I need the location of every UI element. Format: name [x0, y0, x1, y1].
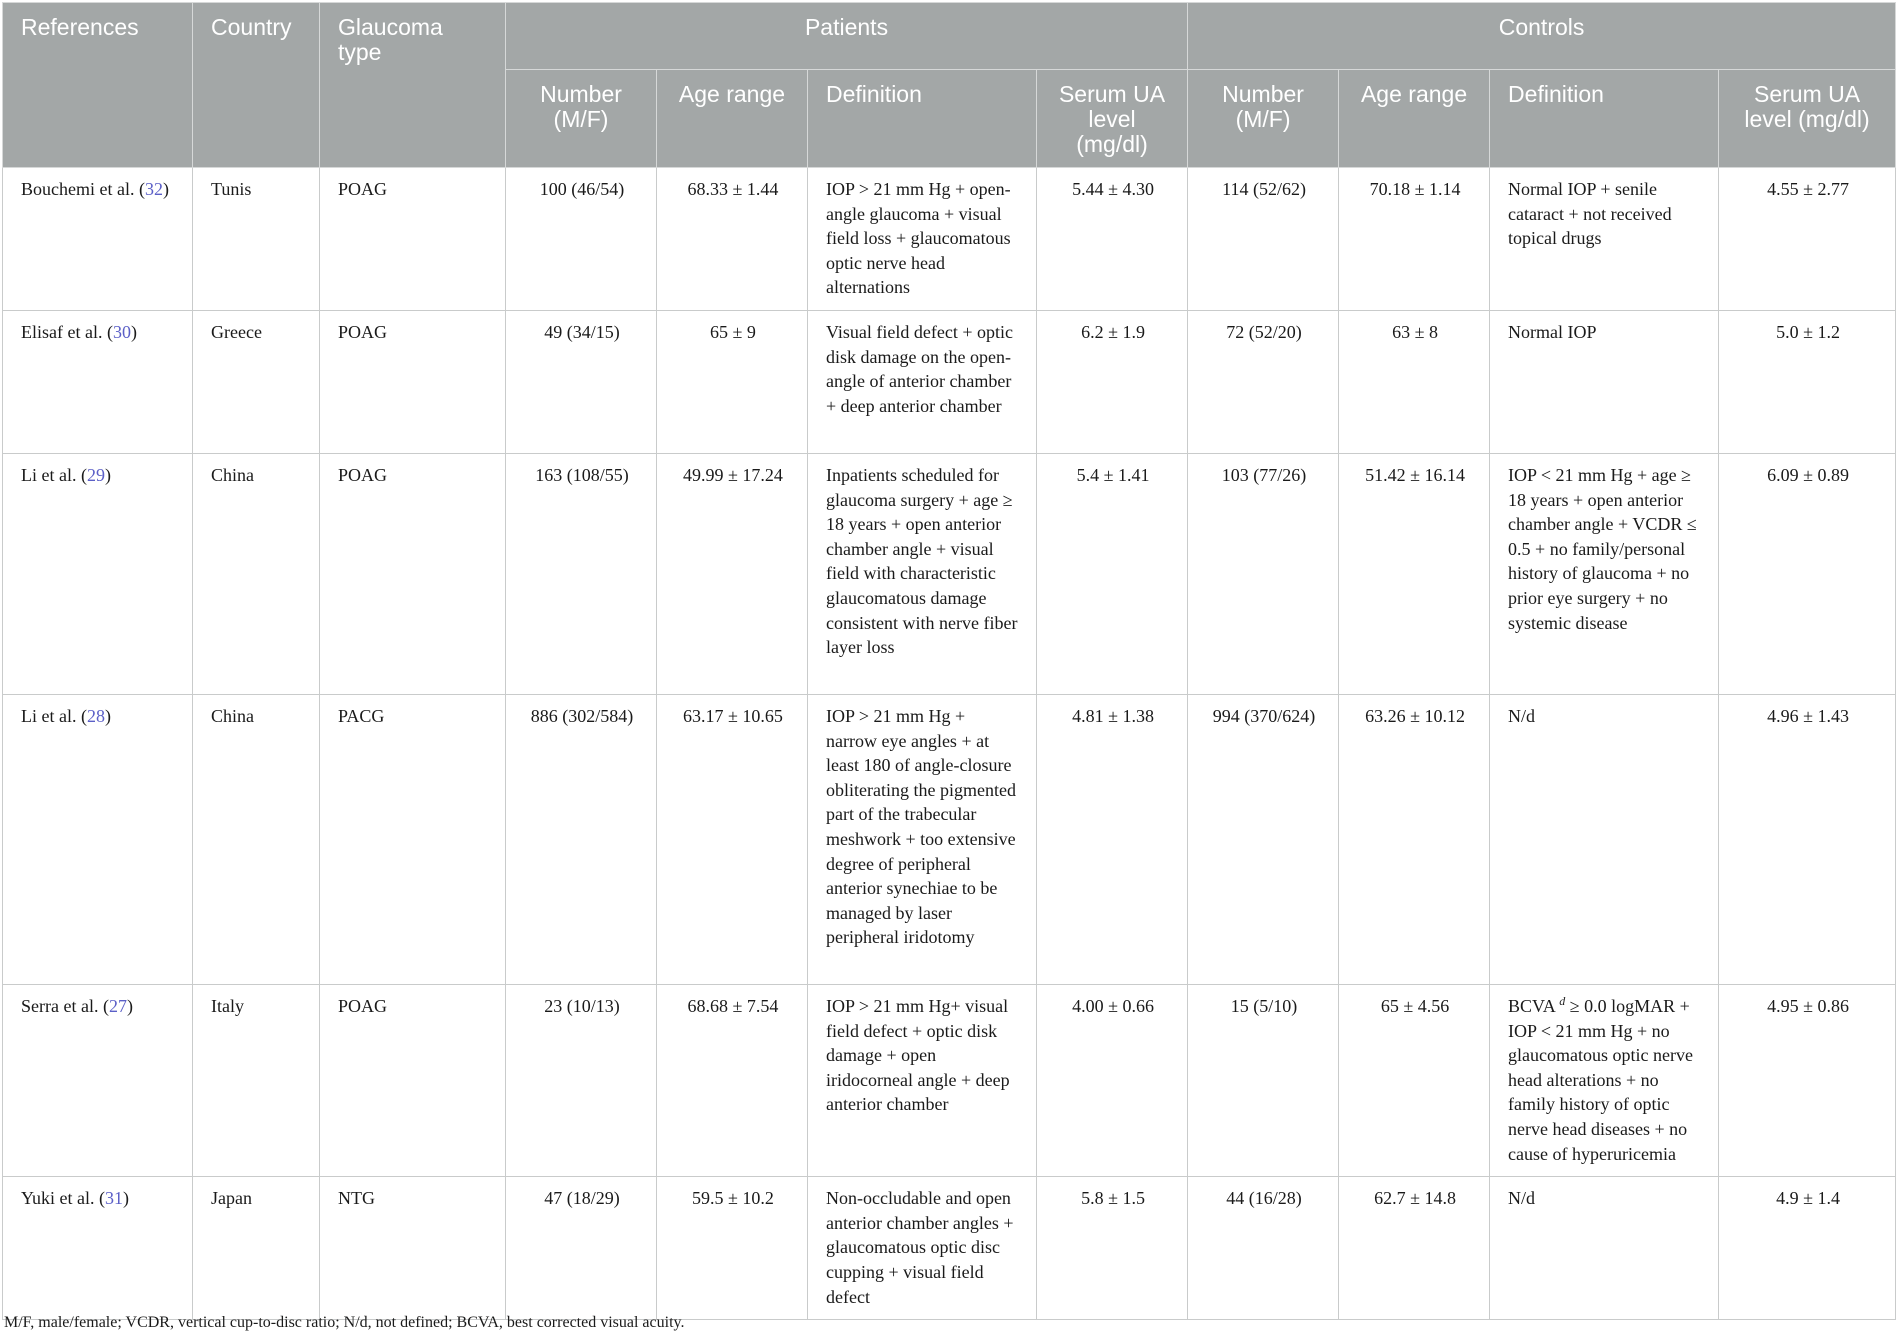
cell-patients-age: 68.68 ± 7.54 [657, 984, 808, 1176]
cell-glaucoma-type: NTG [320, 1177, 506, 1320]
cell-patients-number: 100 (46/54) [506, 168, 657, 311]
header-references: References [3, 3, 193, 168]
cell-glaucoma-type: POAG [320, 310, 506, 453]
table-row [3, 1177, 1896, 1320]
table-footnote: M/F, male/female; VCDR, vertical cup-to-disc ratio; N/d, not defined; BCVA, best corrected visual acuity. [4, 1314, 685, 1331]
cell-patients-age: 49.99 ± 17.24 [657, 453, 808, 694]
reference-author: Elisaf et al. ( [21, 321, 113, 342]
cell-patients-serum-ua: 6.2 ± 1.9 [1037, 310, 1188, 453]
cell-reference [3, 984, 193, 1176]
header-patients-definition: Definition [808, 70, 1037, 168]
cell-patients-definition: Inpatients scheduled for glaucoma surgery + age ≥ 18 years + open anterior chamber angle + visual field with characteristic glaucomatous damage consistent with nerve fiber layer loss [808, 453, 1037, 694]
cell-reference [3, 310, 193, 453]
cell-controls-age: 63 ± 8 [1339, 310, 1490, 453]
cell-controls-definition: IOP < 21 mm Hg + age ≥ 18 years + open anterior chamber angle + VCDR ≤ 0.5 + no family/personal history of glaucoma + no prior eye surgery + no systemic disease [1490, 453, 1719, 694]
header-patients-age-range: Age range [657, 70, 808, 168]
cell-controls-age: 65 ± 4.56 [1339, 984, 1490, 1176]
cell-patients-age: 59.5 ± 10.2 [657, 1177, 808, 1320]
cell-patients-number: 47 (18/29) [506, 1177, 657, 1320]
header-controls: Controls [1188, 3, 1896, 70]
reference-author: Serra et al. ( [21, 995, 109, 1016]
cell-glaucoma-type: POAG [320, 168, 506, 311]
table-row [3, 694, 1896, 984]
table-row [3, 310, 1896, 453]
cell-glaucoma-type: POAG [320, 984, 506, 1176]
cell-country: Greece [193, 310, 320, 453]
cell-controls-serum-ua: 4.95 ± 0.86 [1719, 984, 1896, 1176]
cell-patients-definition: IOP > 21 mm Hg + open-angle glaucoma + visual field loss + glaucomatous optic nerve head alternations [808, 168, 1037, 311]
table-body [3, 168, 1896, 1320]
cell-patients-serum-ua: 4.81 ± 1.38 [1037, 694, 1188, 984]
header-patients-serum-ua: Serum UA level (mg/dl) [1037, 70, 1188, 168]
cell-controls-serum-ua: 4.55 ± 2.77 [1719, 168, 1896, 311]
header-controls-definition: Definition [1490, 70, 1719, 168]
bcva-label: BCVA [1508, 995, 1555, 1016]
cell-patients-age: 63.17 ± 10.65 [657, 694, 808, 984]
cell-controls-number: 103 (77/26) [1188, 453, 1339, 694]
cell-controls-number: 44 (16/28) [1188, 1177, 1339, 1320]
cell-patients-definition: IOP > 21 mm Hg+ visual field defect + optic disk damage + open iridocorneal angle + deep anterior chamber [808, 984, 1037, 1176]
cell-patients-definition: IOP > 21 mm Hg + narrow eye angles + at least 180 of angle-closure obliterating the pigmented part of the trabecular meshwork + too extensive degree of peripheral anterior synechiae to be managed by laser peripheral iridotomy [808, 694, 1037, 984]
reference-author: Yuki et al. ( [21, 1188, 105, 1209]
reference-author: Li et al. ( [21, 464, 87, 485]
table-row [3, 984, 1896, 1176]
controls-definition-text: ≥ 0.0 logMAR + IOP < 21 mm Hg + no glaucomatous optic nerve head alterations + no family history of optic nerve head diseases + no cause of hyperuricemia [1508, 995, 1693, 1164]
table-header [3, 3, 1896, 168]
reference-link[interactable]: 28 [86, 705, 105, 726]
header-patients-number: Number (M/F) [506, 70, 657, 168]
cell-reference [3, 694, 193, 984]
cell-patients-number: 23 (10/13) [506, 984, 657, 1176]
cell-patients-serum-ua: 5.8 ± 1.5 [1037, 1177, 1188, 1320]
cell-reference [3, 453, 193, 694]
reference-link[interactable]: 27 [108, 995, 127, 1016]
cell-controls-definition: N/d [1490, 694, 1719, 984]
reference-author: Li et al. ( [21, 705, 87, 726]
cell-reference [3, 1177, 193, 1320]
cell-country: Japan [193, 1177, 320, 1320]
header-glaucoma-type: Glaucoma type [320, 3, 506, 168]
reference-close: ) [130, 321, 137, 342]
cell-controls-serum-ua: 5.0 ± 1.2 [1719, 310, 1896, 453]
table-row [3, 453, 1896, 694]
header-controls-age-range: Age range [1339, 70, 1490, 168]
reference-link[interactable]: 30 [112, 321, 131, 342]
reference-link[interactable]: 32 [144, 179, 163, 199]
table-container [2, 2, 1895, 1320]
cell-controls-number: 72 (52/20) [1188, 310, 1339, 453]
footnote-marker: d [1559, 993, 1566, 1008]
cell-controls-serum-ua: 4.96 ± 1.43 [1719, 694, 1896, 984]
cell-controls-age: 70.18 ± 1.14 [1339, 168, 1490, 311]
reference-close: ) [104, 705, 111, 726]
cell-controls-definition: Normal IOP + senile cataract + not received topical drugs [1490, 168, 1719, 311]
header-controls-serum-ua: Serum UA level (mg/dl) [1719, 70, 1896, 168]
reference-link[interactable]: 29 [86, 464, 105, 485]
cell-reference [3, 168, 193, 311]
study-characteristics-table [2, 2, 1896, 1320]
cell-patients-number: 163 (108/55) [506, 453, 657, 694]
cell-glaucoma-type: PACG [320, 694, 506, 984]
cell-country: China [193, 694, 320, 984]
cell-controls-number: 994 (370/624) [1188, 694, 1339, 984]
reference-close: ) [126, 995, 133, 1016]
cell-patients-serum-ua: 4.00 ± 0.66 [1037, 984, 1188, 1176]
reference-link[interactable]: 31 [104, 1188, 123, 1209]
cell-controls-number: 114 (52/62) [1188, 168, 1339, 311]
cell-patients-number: 49 (34/15) [506, 310, 657, 453]
reference-author: Bouchemi et al. ( [21, 179, 145, 199]
cell-controls-serum-ua: 6.09 ± 0.89 [1719, 453, 1896, 694]
cell-controls-age: 63.26 ± 10.12 [1339, 694, 1490, 984]
cell-country: Tunis [193, 168, 320, 311]
cell-patients-number: 886 (302/584) [506, 694, 657, 984]
table-row [3, 168, 1896, 311]
cell-controls-age: 51.42 ± 16.14 [1339, 453, 1490, 694]
cell-patients-age: 68.33 ± 1.44 [657, 168, 808, 311]
cell-patients-definition: Visual field defect + optic disk damage on the open-angle of anterior chamber + deep anterior chamber [808, 310, 1037, 453]
cell-patients-serum-ua: 5.4 ± 1.41 [1037, 453, 1188, 694]
reference-close: ) [104, 464, 111, 485]
cell-patients-definition: Non-occludable and open anterior chamber angles + glaucomatous optic disc cupping + visual field defect [808, 1177, 1037, 1320]
cell-controls-serum-ua: 4.9 ± 1.4 [1719, 1177, 1896, 1320]
reference-close: ) [122, 1188, 129, 1209]
cell-controls-age: 62.7 ± 14.8 [1339, 1177, 1490, 1320]
reference-close: ) [162, 179, 169, 199]
cell-patients-age: 65 ± 9 [657, 310, 808, 453]
cell-glaucoma-type: POAG [320, 453, 506, 694]
cell-controls-definition: Normal IOP [1490, 310, 1719, 453]
header-patients: Patients [506, 3, 1188, 70]
header-controls-number: Number (M/F) [1188, 70, 1339, 168]
cell-controls-definition [1490, 984, 1719, 1176]
cell-country: Italy [193, 984, 320, 1176]
cell-country: China [193, 453, 320, 694]
header-country: Country [193, 3, 320, 168]
cell-patients-serum-ua: 5.44 ± 4.30 [1037, 168, 1188, 311]
cell-controls-definition: N/d [1490, 1177, 1719, 1320]
cell-controls-number: 15 (5/10) [1188, 984, 1339, 1176]
